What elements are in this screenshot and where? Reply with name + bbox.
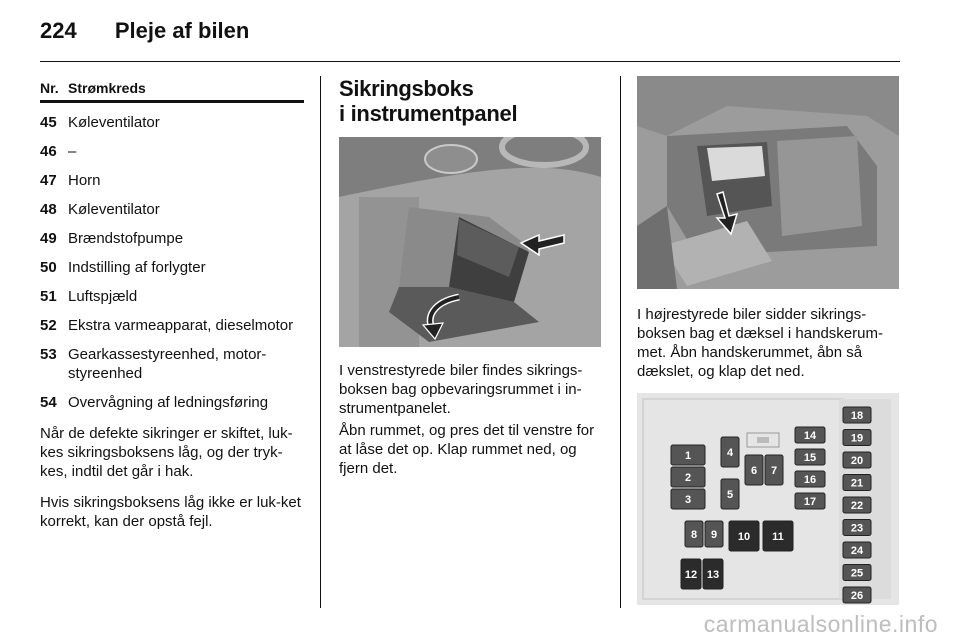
lhd-storage-illustration [339, 137, 601, 347]
fuse-number: 54 [40, 394, 57, 411]
fuse-label: 16 [803, 474, 817, 486]
fuse-label: 14 [803, 430, 817, 442]
fuse-22 [843, 497, 871, 513]
fuse-label: 17 [803, 496, 817, 508]
fuse-label: 25 [850, 567, 864, 580]
table-row [40, 287, 304, 306]
circuit-name: Horn [68, 172, 101, 189]
table-row [40, 316, 304, 335]
fuse-label: 6 [750, 465, 758, 477]
column-divider [320, 76, 321, 608]
fuse-number: 48 [40, 201, 57, 218]
fuse-label: 1 [684, 450, 692, 462]
table-row [40, 142, 304, 161]
table-row [40, 113, 304, 132]
fuse-15 [795, 449, 825, 465]
fuse-label: 26 [850, 590, 864, 602]
circuit-name: Luftspjæld [68, 288, 138, 305]
col-header-nr: Nr. [40, 80, 59, 96]
section-title [339, 76, 605, 126]
fuse-label: 2 [684, 472, 692, 484]
fuse-26 [843, 587, 871, 603]
fuse-5 [721, 479, 739, 509]
column-divider [620, 76, 621, 608]
fuse-label: 18 [850, 410, 864, 422]
fuse-25 [843, 565, 871, 581]
table-header [40, 80, 304, 103]
fuse-label: 10 [737, 531, 751, 543]
fuse-label: 12 [684, 569, 698, 581]
rhd-column [637, 76, 901, 605]
fuse-layout-svg [637, 393, 899, 605]
fuse-label: 4 [726, 447, 734, 459]
fuse-box-diagram [637, 393, 899, 605]
fuse-label: 21 [850, 477, 864, 490]
fuse-24 [843, 542, 871, 558]
fuse-12 [681, 559, 701, 589]
body-paragraph: I venstrestyrede biler findes sikrings-boksen bag opbevaringsrummet i in-strumentpanelet. [339, 362, 583, 417]
fuse-6 [745, 455, 763, 485]
circuit-name: Gearkassestyreenhed, motor-styreenhed [68, 346, 267, 382]
fuse-label: 22 [850, 500, 864, 512]
fuse-18 [843, 407, 871, 423]
section-title-line: Sikringsboks [339, 76, 474, 101]
table-row [40, 393, 304, 412]
table-row [40, 229, 304, 248]
body-paragraph: Åbn rummet, og pres det til venstre for at låse det op. Klap rummet ned, og fjern det. [339, 422, 595, 477]
watermark: carmanualsonline.info [703, 611, 938, 637]
fuse-label: 5 [726, 489, 734, 501]
fuse-number: 46 [40, 143, 57, 160]
fuse-9 [705, 521, 723, 547]
circuit-name: – [68, 143, 77, 160]
section-column [339, 76, 605, 478]
fuse-19 [843, 430, 871, 446]
fuse-16 [795, 471, 825, 487]
fuse-21 [843, 475, 871, 491]
circuit-name: Ekstra varmeapparat, dieselmotor [68, 317, 294, 334]
fuse-label: 11 [772, 531, 784, 543]
table-row [40, 200, 304, 219]
table-row [40, 171, 304, 190]
fuse-8 [685, 521, 703, 547]
page-header [40, 18, 249, 44]
circuit-name: Køleventilator [68, 114, 160, 131]
fuse-20 [843, 452, 871, 468]
page-title: Pleje af bilen [114, 18, 250, 43]
fuse-label: 13 [706, 569, 720, 581]
fuse-number: 49 [40, 230, 57, 247]
fuse-label: 19 [850, 432, 864, 445]
fuse-number: 47 [40, 172, 57, 189]
lhd-storage-photo [339, 137, 601, 347]
fuse-number: 51 [40, 288, 57, 305]
rhd-glovebox-photo [637, 76, 899, 289]
fuse-23 [843, 520, 871, 536]
fuse-label: 3 [684, 494, 692, 506]
body-paragraph: I højrestyrede biler sidder sikrings-boksen bag et dæksel i handskerum-met. Åbn handskerummet, åbn så dækslet, og klap det ned. [637, 306, 883, 380]
fuse-label: 15 [803, 452, 817, 464]
fuse-number: 50 [40, 259, 57, 276]
circuit-name: Overvågning af ledningsføring [68, 394, 269, 411]
fuse-3 [671, 489, 705, 509]
fuse-1 [671, 445, 705, 465]
fuse-number: 52 [40, 317, 57, 334]
fuse-2 [671, 467, 705, 487]
fuse-13 [703, 559, 723, 589]
fuse-label: 20 [850, 455, 864, 467]
header-divider [40, 61, 900, 62]
table-row [40, 258, 304, 277]
fuse-label: 24 [850, 545, 864, 557]
body-paragraph: Når de defekte sikringer er skiftet, luk-kes sikringsboksens låg, og der tryk-kes, indtil det går i hak. [40, 425, 293, 480]
body-paragraph: Hvis sikringsboksens låg ikke er luk-ket korrekt, kan der opstå fejl. [40, 494, 301, 530]
circuit-name: Indstilling af forlygter [68, 259, 206, 276]
fuse-table-column [40, 80, 304, 531]
col-header-circuit: Strømkreds [68, 80, 146, 96]
fuse-7 [765, 455, 783, 485]
fuse-17 [795, 493, 825, 509]
fuse-14 [795, 427, 825, 443]
fuse-11 [763, 521, 793, 551]
table-row [40, 345, 304, 383]
fuse-label: 9 [710, 529, 718, 541]
page-number: 224 [40, 18, 77, 43]
circuit-name: Køleventilator [68, 201, 160, 218]
fuse-10 [729, 521, 759, 551]
fuse-number: 45 [40, 114, 57, 131]
section-title-line: i instrumentpanel [339, 101, 518, 126]
fuse-4 [721, 437, 739, 467]
fuse-label: 8 [690, 529, 698, 541]
fuse-label: 7 [770, 465, 778, 477]
fuse-label: 23 [850, 522, 864, 535]
fuse-number: 53 [40, 346, 57, 363]
rhd-glovebox-illustration [637, 76, 899, 289]
circuit-name: Brændstofpumpe [68, 230, 184, 247]
